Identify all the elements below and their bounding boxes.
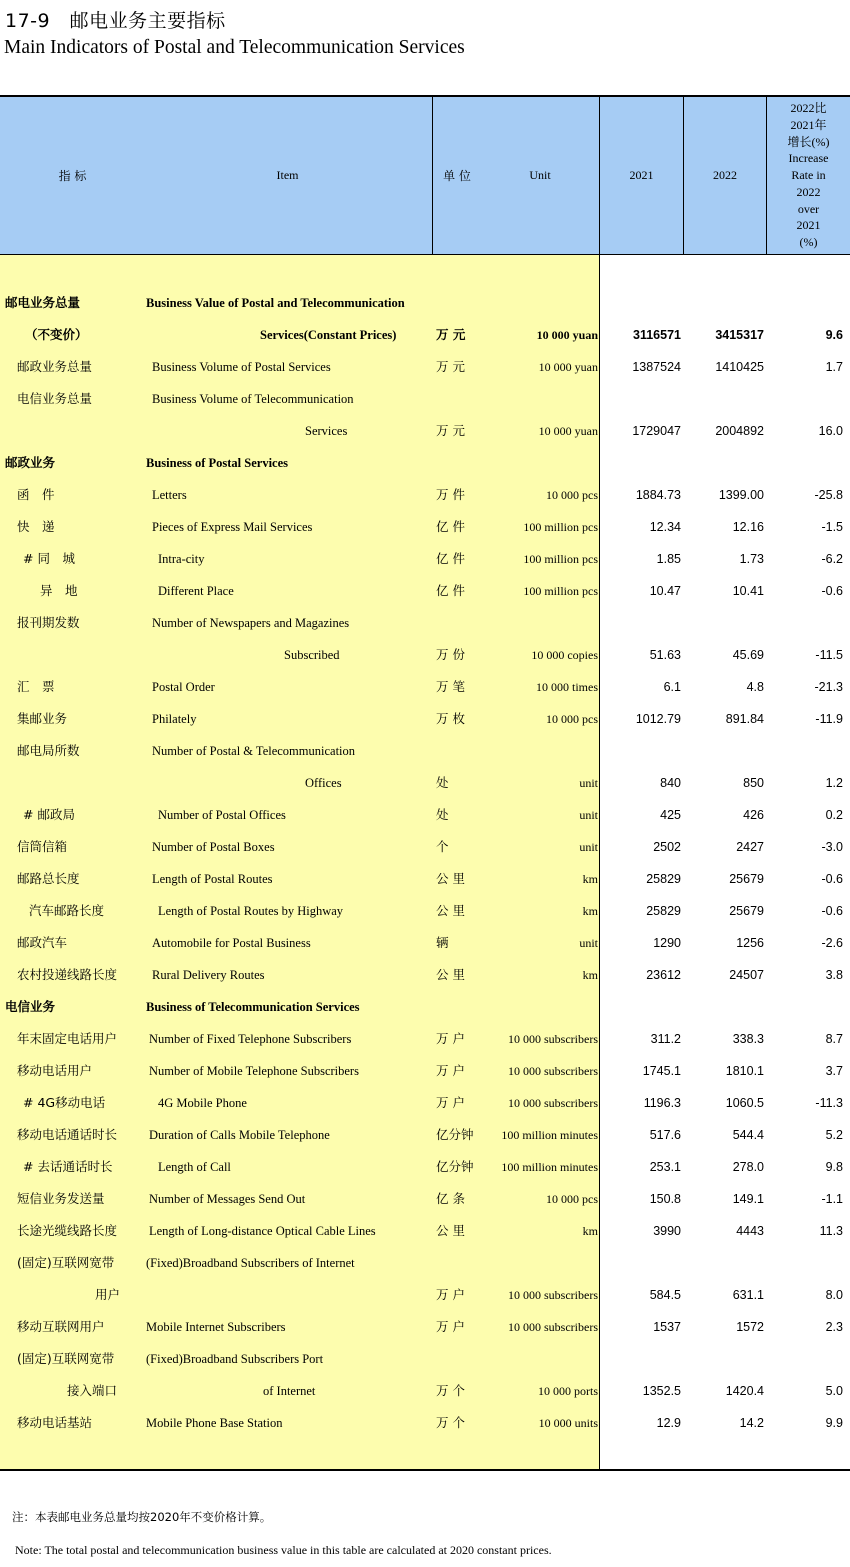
table-row [0,1375,850,1407]
item-en: of Internet [263,1384,316,1398]
value-2022: 25679 [729,872,764,886]
note-cn: 注：本表邮电业务总量均按2020年不变价格计算。 [12,1510,272,1524]
growth-rate: 2.3 [825,1320,843,1334]
value-2022: 2004892 [715,424,764,438]
unit-en: km [582,872,598,886]
indicator-cn: 短信业务发送量 [17,1191,105,1206]
item-en: Length of Postal Routes by Highway [158,904,344,918]
indicator-cn: 邮电业务总量 [5,295,81,310]
growth-rate: -1.1 [821,1192,843,1206]
table-row [0,1183,850,1215]
item-en: Number of Postal Boxes [152,840,275,854]
value-2022: 4443 [736,1224,764,1238]
value-2021: 2502 [653,840,681,854]
indicator-cn: 农村投递线路长度 [17,967,118,982]
header-growth-rate-line: 2022比 [790,100,827,115]
growth-rate: 0.2 [825,808,843,822]
indicator-cn: 电信业务总量 [17,391,93,406]
unit-en: 100 million minutes [501,1128,598,1142]
item-en: Length of Postal Routes [152,872,273,886]
item-en: Rural Delivery Routes [152,968,265,982]
value-2022: 2427 [736,840,764,854]
header-growth-rate-line: 2021 [796,218,821,233]
table-row [0,799,850,831]
unit-en: 10 000 yuan [538,360,598,374]
growth-rate: 1.2 [825,776,843,790]
item-en: Number of Mobile Telephone Subscribers [149,1064,359,1078]
indicator-cn: 邮路总长度 [17,871,80,886]
indicator-cn: 邮电局所数 [17,743,80,758]
unit-cn: 个 [436,839,449,854]
table-row [0,1119,850,1151]
unit-cn: 万 件 [436,487,465,502]
value-2021: 12.34 [649,520,681,534]
table-row [0,1279,850,1311]
value-2021: 1012.79 [635,712,681,726]
growth-rate: 1.7 [825,360,843,374]
indicator-cn: 汽车邮路长度 [29,903,105,918]
value-2021: 1745.1 [642,1064,681,1078]
indicator-cn: # 同 城 [23,551,75,566]
indicator-cn: 邮政业务 [5,455,56,470]
value-2021: 517.6 [649,1128,681,1142]
table-row [0,1151,850,1183]
table-row [0,671,850,703]
unit-cn: 万 笔 [436,679,465,694]
growth-rate: -11.9 [815,712,843,726]
value-2021: 425 [660,808,681,822]
value-2022: 12.16 [732,520,764,534]
item-en: Number of Messages Send Out [149,1192,306,1206]
unit-cn: 万 户 [436,1063,465,1078]
value-2022: 891.84 [725,712,764,726]
indicator-cn: 异 地 [40,583,78,598]
table-row [0,831,850,863]
unit-cn: 公 里 [436,1223,465,1238]
unit-en: unit [579,840,598,854]
growth-rate: 9.6 [825,328,843,342]
unit-cn: 万 元 [436,327,466,342]
item-en: Automobile for Postal Business [152,936,311,950]
table-row [0,767,850,799]
value-2022: 278.0 [732,1160,764,1174]
indicator-cn: # 邮政局 [23,807,75,822]
header-unit-cn: 单 位 [443,169,471,183]
growth-rate: 9.8 [825,1160,843,1174]
unit-cn: 辆 [436,935,449,950]
value-2021: 1729047 [632,424,681,438]
value-2022: 10.41 [732,584,764,598]
value-2022: 1060.5 [725,1096,764,1110]
table-row [0,1215,850,1247]
value-2022: 1256 [736,936,764,950]
growth-rate: 16.0 [818,424,843,438]
indicator-cn: 信筒信箱 [17,839,68,854]
value-2022: 45.69 [732,648,764,662]
item-en: Mobile Phone Base Station [146,1416,283,1430]
indicator-cn: (固定)互联网宽带 [17,1255,115,1270]
unit-cn: 亿分钟 [436,1127,474,1142]
unit-en: 100 million pcs [523,552,598,566]
value-2021: 1.85 [656,552,681,566]
indicator-cn: # 去话通话时长 [23,1159,113,1174]
value-2021: 1537 [653,1320,681,1334]
growth-rate: 3.7 [825,1064,843,1078]
unit-en: km [582,1224,598,1238]
value-2021: 840 [660,776,681,790]
header-item-en: Item [276,168,299,182]
value-2022: 850 [743,776,764,790]
item-en: Intra-city [158,552,205,566]
unit-en: 10 000 copies [531,648,598,662]
unit-en: 10 000 units [538,1416,598,1430]
value-2021: 51.63 [649,648,681,662]
item-en: Different Place [158,584,234,598]
table-row [0,639,850,671]
value-2021: 311.2 [650,1032,681,1046]
header-growth-rate-line: 2022 [796,184,821,199]
indicator-cn: 汇 票 [17,679,55,694]
item-en: (Fixed)Broadband Subscribers Port [146,1352,324,1366]
growth-rate: -2.6 [821,936,843,950]
note-en: Note: The total postal and telecommunication business value in this table are calculated at 2020 constant prices. [15,1543,552,1557]
unit-en: unit [579,936,598,950]
unit-en: 10 000 ports [538,1384,598,1398]
growth-rate: -21.3 [814,680,843,694]
unit-cn: 万 户 [436,1031,465,1046]
growth-rate: 11.3 [819,1224,843,1238]
indicator-cn: 移动电话用户 [17,1063,93,1078]
value-2021: 6.1 [663,680,681,694]
unit-cn: 亿 件 [436,519,465,534]
unit-cn: 万 个 [436,1383,465,1398]
unit-cn: 万 份 [436,647,465,662]
unit-en: 10 000 yuan [536,328,598,342]
growth-rate: -11.5 [815,648,843,662]
item-en: Number of Fixed Telephone Subscribers [149,1032,352,1046]
unit-cn: 公 里 [436,871,465,886]
value-2022: 338.3 [732,1032,764,1046]
growth-rate: -3.0 [821,840,843,854]
header-unit-en: Unit [529,168,551,182]
unit-cn: 亿 条 [436,1191,465,1206]
unit-cn: 亿 件 [436,583,465,598]
value-2021: 25829 [646,872,681,886]
value-2021: 10.47 [649,584,681,598]
item-en: Postal Order [152,680,215,694]
growth-rate: -11.3 [815,1096,843,1110]
table-row [0,991,850,1023]
indicator-cn: 报刊期发数 [17,615,80,630]
unit-en: 10 000 pcs [546,488,598,502]
unit-en: 10 000 pcs [546,712,598,726]
table-row [0,895,850,927]
item-en: Offices [305,776,342,790]
item-en: Philately [152,712,197,726]
item-en: Services [305,424,348,438]
unit-en: 10 000 times [536,680,598,694]
indicator-cn: 用户 [95,1287,121,1302]
unit-en: 100 million minutes [501,1160,598,1174]
item-en: Business of Telecommunication Services [146,1000,360,1014]
header-growth-rate-lines [788,100,830,251]
value-2022: 14.2 [739,1416,764,1430]
header-growth-rate-line: over [797,201,820,216]
value-2021: 150.8 [649,1192,681,1206]
unit-cn: 万 元 [436,423,465,438]
value-2022: 1810.1 [725,1064,764,1078]
table-row [0,927,850,959]
table-row [0,863,850,895]
unit-cn: 公 里 [436,967,465,982]
growth-rate: 5.2 [825,1128,843,1142]
growth-rate: 9.9 [825,1416,843,1430]
value-2021: 1196.3 [643,1096,681,1110]
value-2022: 631.1 [732,1288,764,1302]
table-row [0,575,850,607]
value-2022: 426 [743,808,764,822]
value-2021: 3990 [653,1224,681,1238]
item-en: Number of Newspapers and Magazines [152,616,350,630]
item-en: Number of Postal Offices [158,808,286,822]
table-header [0,97,850,255]
item-en: Business Volume of Postal Services [152,360,331,374]
indicator-cn: # 4G移动电话 [23,1095,106,1110]
table-row [0,447,850,479]
table-row [0,543,850,575]
header-growth-rate-line: Increase [788,151,829,166]
table-row [0,319,850,351]
value-2022: 1410425 [715,360,764,374]
item-en: Number of Postal & Telecommunication [152,744,356,758]
table-bottom-rule [0,1469,850,1471]
value-2021: 25829 [646,904,681,918]
header-growth-rate-line: 2021年 [790,117,827,132]
growth-rate: 5.0 [825,1384,843,1398]
unit-cn: 万 户 [436,1287,465,1302]
growth-rate: -0.6 [821,584,843,598]
indicator-cn: 邮政业务总量 [17,359,93,374]
unit-en: 10 000 pcs [546,1192,598,1206]
growth-rate: 3.8 [825,968,843,982]
table-row [0,959,850,991]
growth-rate: -6.2 [821,552,843,566]
unit-en: 100 million pcs [523,520,598,534]
value-2022: 25679 [729,904,764,918]
item-en: Letters [152,488,187,502]
header-indicator-cn: 指 标 [58,169,87,183]
unit-en: unit [579,776,598,790]
item-en: Services(Constant Prices) [260,328,397,342]
indicator-cn: (固定)互联网宽带 [17,1351,115,1366]
growth-rate: -0.6 [821,872,843,886]
item-en: Pieces of Express Mail Services [152,520,313,534]
value-2021: 12.9 [656,1416,681,1430]
unit-en: km [582,904,598,918]
item-en: Duration of Calls Mobile Telephone [149,1128,330,1142]
unit-cn: 处 [436,775,449,790]
item-en: (Fixed)Broadband Subscribers of Internet [146,1256,355,1270]
table-row [0,1023,850,1055]
indicator-cn: 集邮业务 [17,711,68,726]
header-growth-rate-line: Rate in [791,168,826,183]
item-en: Subscribed [284,648,340,662]
unit-cn: 万 户 [436,1319,465,1334]
item-en: 4G Mobile Phone [158,1096,247,1110]
table-row [0,415,850,447]
unit-cn: 公 里 [436,903,465,918]
header-growth-rate-line: 增长(%) [787,134,830,149]
table-row [0,607,850,639]
unit-en: 10 000 subscribers [508,1064,598,1078]
table-row [0,1407,850,1439]
value-2022: 149.1 [732,1192,764,1206]
unit-en: 10 000 subscribers [508,1288,598,1302]
indicator-cn: 移动互联网用户 [17,1319,105,1334]
unit-en: 10 000 subscribers [508,1320,598,1334]
table-row [0,383,850,415]
indicator-cn: 接入端口 [67,1383,118,1398]
value-2021: 1387524 [632,360,681,374]
indicator-cn: 移动电话通话时长 [17,1127,118,1142]
unit-cn: 处 [436,807,449,822]
table-row [0,1311,850,1343]
value-2021: 1290 [653,936,681,950]
table-row [0,287,850,319]
table-row [0,735,850,767]
unit-en: 100 million pcs [523,584,598,598]
item-en: Business Volume of Telecommunication [152,392,354,406]
item-en: Business Value of Postal and Telecommunication [146,296,405,310]
table-title-cn: 17-9 邮电业务主要指标 [5,10,226,32]
value-2022: 3415317 [715,328,764,342]
table-row [0,1087,850,1119]
header-year-2022: 2022 [713,168,737,182]
unit-cn: 万 枚 [436,711,465,726]
unit-en: unit [579,808,598,822]
value-2021: 1352.5 [642,1384,681,1398]
table-row [0,1343,850,1375]
indicator-cn: 快 递 [17,519,55,534]
value-2021: 253.1 [649,1160,681,1174]
value-2021: 584.5 [649,1288,681,1302]
table-row [0,703,850,735]
indicator-cn: 电信业务 [5,999,56,1014]
indicator-cn: （不变价） [25,327,88,342]
item-en: Length of Call [158,1160,231,1174]
header-growth-rate-line: (%) [799,235,818,250]
value-2022: 1572 [736,1320,764,1334]
unit-cn: 亿 件 [436,551,465,566]
unit-cn: 亿分钟 [436,1159,474,1174]
table-row [0,351,850,383]
growth-rate: -1.5 [821,520,843,534]
growth-rate: -25.8 [814,488,843,502]
unit-cn: 万 个 [436,1415,465,1430]
item-en: Business of Postal Services [146,456,289,470]
value-2021: 1884.73 [635,488,681,502]
value-2022: 1.73 [739,552,764,566]
indicator-cn: 移动电话基站 [17,1415,93,1430]
item-en: Length of Long-distance Optical Cable Lines [149,1224,376,1238]
table-row [0,479,850,511]
item-en: Mobile Internet Subscribers [146,1320,286,1334]
growth-rate: -0.6 [821,904,843,918]
table-row [0,1055,850,1087]
header-year-2021: 2021 [629,168,654,182]
indicator-cn: 年末固定电话用户 [17,1031,118,1046]
value-2022: 4.8 [746,680,764,694]
indicator-cn: 长途光缆线路长度 [17,1223,118,1238]
value-2022: 544.4 [732,1128,764,1142]
growth-rate: 8.0 [825,1288,843,1302]
unit-en: 10 000 subscribers [508,1032,598,1046]
unit-en: km [582,968,598,982]
unit-en: 10 000 yuan [538,424,598,438]
unit-cn: 万 户 [436,1095,465,1110]
indicator-cn: 函 件 [17,487,55,502]
growth-rate: 8.7 [825,1032,843,1046]
value-2021: 3116571 [633,328,681,342]
unit-en: 10 000 subscribers [508,1096,598,1110]
header-growth-rate [767,97,850,254]
table-row [0,511,850,543]
value-2022: 1399.00 [718,488,764,502]
unit-cn: 万 元 [436,359,465,374]
table-row [0,1247,850,1279]
table-title-en: Main Indicators of Postal and Telecommunication Services [4,37,465,58]
indicator-cn: 邮政汽车 [17,935,68,950]
value-2022: 1420.4 [725,1384,764,1398]
value-2022: 24507 [729,968,764,982]
value-2021: 23612 [646,968,681,982]
